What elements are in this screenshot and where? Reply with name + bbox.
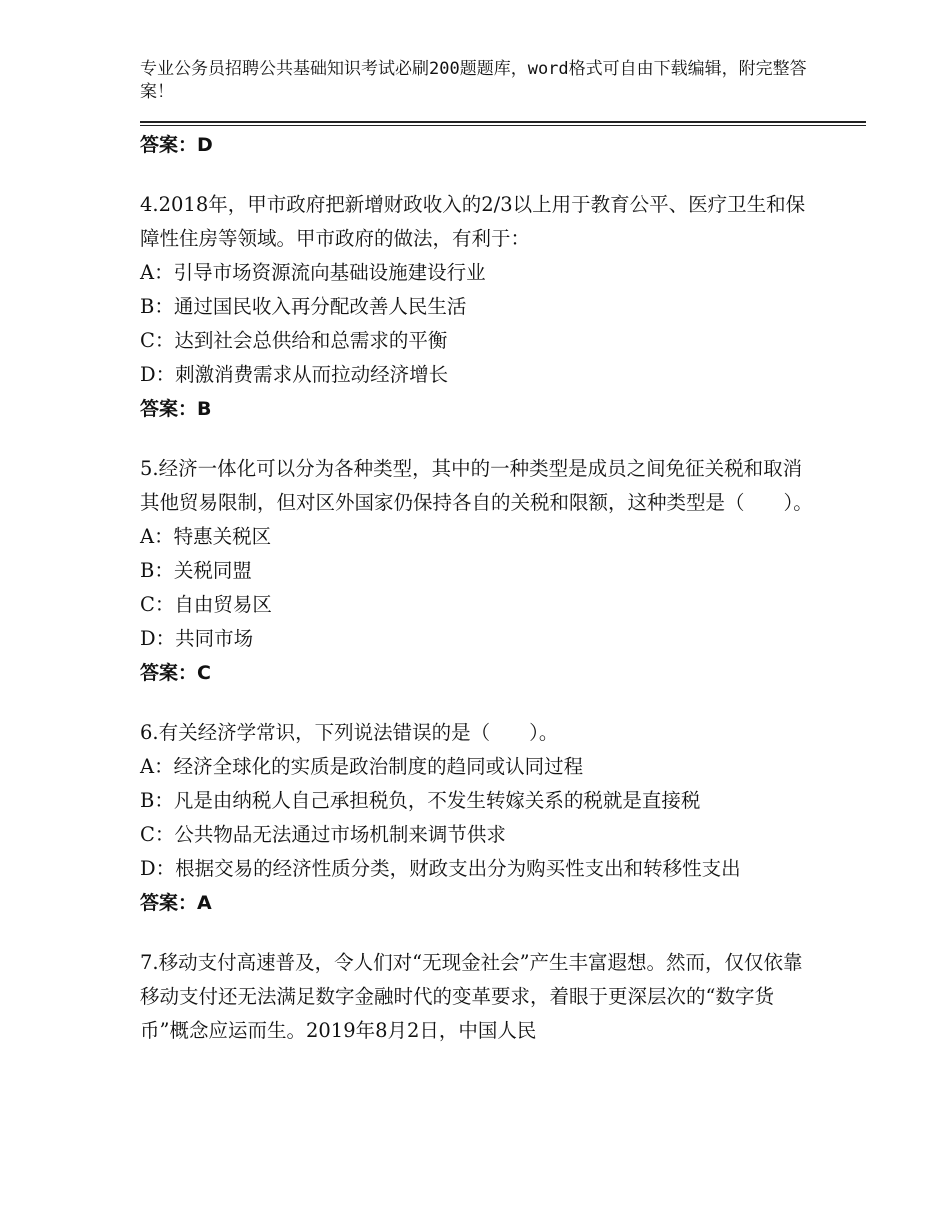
question-4	[140, 188, 820, 426]
option-a: A：引导市场资源流向基础设施建设行业	[140, 261, 486, 284]
question-stem: 4.2018年，甲市政府把新增财政收入的2/3以上用于教育公平、医疗卫生和保障性住房等领域。甲市政府的做法，有利于：	[140, 193, 806, 250]
option-b: B：关税同盟	[140, 559, 252, 582]
option-c: C：达到社会总供给和总需求的平衡	[140, 329, 448, 352]
answer-label: 答案：B	[140, 398, 212, 420]
option-d: D：共同市场	[140, 627, 254, 650]
question-stem: 7.移动支付高速普及，令人们对“无现金社会”产生丰富遐想。然而，仅仅依靠移动支付还无法满足数字金融时代的变革要求，着眼于更深层次的“数字货币”概念应运而生。2019年8月2日，中国人民	[140, 951, 803, 1042]
question-6	[140, 716, 820, 920]
question-5	[140, 452, 820, 690]
previous-answer: 答案：D	[140, 134, 213, 156]
question-content	[140, 128, 820, 1048]
option-a: A：经济全球化的实质是政治制度的趋同或认同过程	[140, 755, 584, 778]
option-d: D：刺激消费需求从而拉动经济增长	[140, 363, 449, 386]
header-rule-thin	[140, 125, 866, 126]
answer-label: 答案：C	[140, 662, 211, 684]
option-d: D：根据交易的经济性质分类，财政支出分为购买性支出和转移性支出	[140, 857, 741, 880]
option-b: B：通过国民收入再分配改善人民生活	[140, 295, 467, 318]
option-c: C：自由贸易区	[140, 593, 272, 616]
option-b: B：凡是由纳税人自己承担税负，不发生转嫁关系的税就是直接税	[140, 789, 701, 812]
answer-label: 答案：A	[140, 892, 212, 914]
option-a: A：特惠关税区	[140, 525, 272, 548]
page-header: 专业公务员招聘公共基础知识考试必刷200题题库，word格式可自由下载编辑，附完整答案！	[140, 59, 807, 102]
header-rule-thick	[140, 121, 866, 123]
question-stem: 6.有关经济学常识，下列说法错误的是（ ）。	[140, 721, 559, 744]
question-stem: 5.经济一体化可以分为各种类型，其中的一种类型是成员之间免征关税和取消其他贸易限制，但对区外国家仍保持各自的关税和限额，这种类型是（ ）。	[140, 457, 813, 514]
option-c: C：公共物品无法通过市场机制来调节供求	[140, 823, 506, 846]
question-7	[140, 946, 820, 1048]
